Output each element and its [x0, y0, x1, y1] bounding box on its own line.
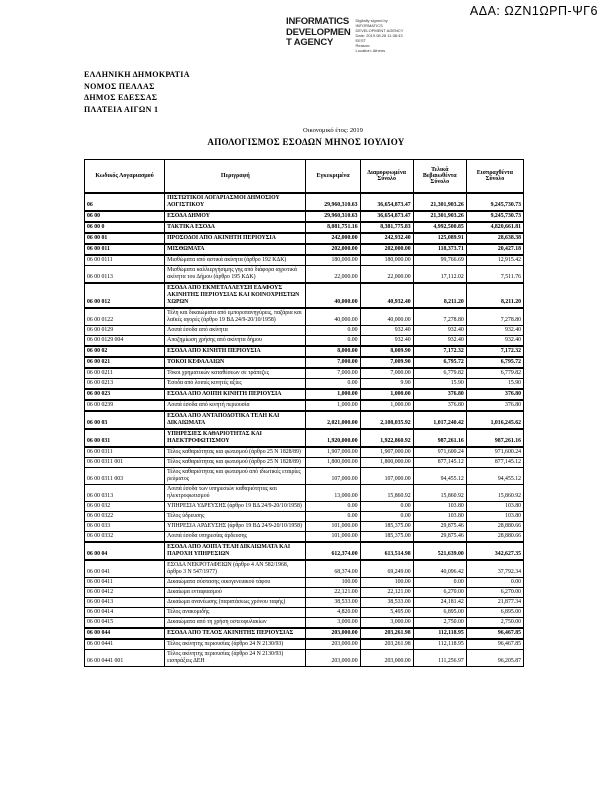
row-description: Τέλος ύδρευσης: [165, 512, 306, 522]
row-account-code: 06 00 0211: [85, 368, 165, 379]
row-account-code: 06 00 012: [85, 283, 165, 308]
row-certified-amount: 21,301,903.26: [413, 211, 466, 222]
row-approved-amount: 101,000.00: [306, 532, 360, 543]
row-description: Τέλη και δικαιώματα από εμποροπανηγύρεις, παζάρια και λαϊκές αγορές (άρθρο 19 ΒΔ 24/9-20/10/1958): [165, 308, 306, 326]
row-account-code: 06 00 0415: [85, 618, 165, 629]
row-approved-amount: 8,081,751.16: [306, 222, 360, 233]
row-collected-amount: 0.00: [466, 578, 523, 588]
table-row: [85, 502, 524, 512]
row-account-code: 06 00 0129 004: [85, 336, 165, 347]
row-approved-amount: 612,374.00: [306, 542, 360, 560]
row-collected-amount: 96,467.85: [466, 639, 523, 650]
row-approved-amount: 203,000.00: [306, 650, 360, 667]
row-revised-amount: 202,000.00: [360, 244, 413, 255]
row-certified-amount: 6,795.72: [413, 357, 466, 368]
row-revised-amount: 1,800,000.00: [360, 458, 413, 468]
row-collected-amount: 7,511.76: [466, 266, 523, 284]
row-certified-amount: 111,256.97: [413, 650, 466, 667]
row-certified-amount: 4,992,500.85: [413, 222, 466, 233]
letterhead-municipality: ΔΗΜΟΣ ΕΔΕΣΣΑΣ: [84, 93, 158, 102]
row-account-code: 06 00 0441 001: [85, 650, 165, 667]
row-collected-amount: 6,795.72: [466, 357, 523, 368]
row-certified-amount: 94,455.12: [413, 468, 466, 485]
row-description: ΜΙΣΘΩΜΑΤΑ: [165, 244, 306, 255]
row-account-code: 06 00 0322: [85, 512, 165, 522]
row-description: Τέλος ακίνητης περιουσίας (άρθρο 24 Ν 2130/93) εισπράξεις ΔΕΗ: [165, 650, 306, 667]
row-certified-amount: 15,860.92: [413, 485, 466, 502]
row-account-code: 06 00 033: [85, 522, 165, 532]
row-revised-amount: 40,932.40: [360, 283, 413, 308]
row-account-code: 06 00 0413: [85, 598, 165, 608]
table-row: [85, 389, 524, 400]
row-revised-amount: 0.00: [360, 502, 413, 512]
row-revised-amount: 100.00: [360, 578, 413, 588]
row-approved-amount: 1,000.00: [306, 400, 360, 411]
row-account-code: 06 00 0311 001: [85, 458, 165, 468]
row-description: ΥΠΗΡΕΣΙΕΣ ΚΑΘΑΡΙΟΤΗΤΑΣ ΚΑΙ ΗΛΕΚΤΡΟΦΩΤΙΣΜΟΥ: [165, 429, 306, 447]
row-collected-amount: 37,792.34: [466, 560, 523, 578]
row-description: Αποζημίωση χρήσης από ακίνητα δήμου: [165, 336, 306, 347]
row-description: Δικαίωμα ενταφιασμού: [165, 588, 306, 598]
row-account-code: 06 00 0311 003: [85, 468, 165, 485]
row-collected-amount: 2,750.00: [466, 618, 523, 629]
row-approved-amount: 1,907,000.00: [306, 447, 360, 458]
row-certified-amount: 2,750.00: [413, 618, 466, 629]
row-revised-amount: 8,381,775.83: [360, 222, 413, 233]
row-certified-amount: 103.80: [413, 512, 466, 522]
row-description: ΕΣΟΔΑ ΑΠΟ ΛΟΙΠΗ ΚΙΝΗΤΗ ΠΕΡΙΟΥΣΙΑ: [165, 389, 306, 400]
col-header-certified: Τελικά Βεβαιωθέντα Σύνολο: [413, 160, 466, 194]
row-collected-amount: 28,880.66: [466, 522, 523, 532]
row-certified-amount: 987,261.16: [413, 429, 466, 447]
row-collected-amount: 20,427.18: [466, 244, 523, 255]
row-collected-amount: 6,270.00: [466, 588, 523, 598]
row-revised-amount: 932.40: [360, 326, 413, 336]
row-collected-amount: 21,877.34: [466, 598, 523, 608]
table-row: [85, 512, 524, 522]
row-collected-amount: 103.80: [466, 512, 523, 522]
row-revised-amount: 1,922,860.92: [360, 429, 413, 447]
row-account-code: 06 00 023: [85, 389, 165, 400]
table-row: [85, 628, 524, 639]
row-description: ΥΠΗΡΕΣΙΑ ΑΡΔΕΥΣΗΣ (άρθρο 19 ΒΔ 24/9-20/10/1958): [165, 522, 306, 532]
table-row: [85, 542, 524, 560]
table-body: [85, 193, 524, 667]
row-description: ΕΣΟΔΑ ΔΗΜΟΥ: [165, 211, 306, 222]
row-approved-amount: 13,000.00: [306, 485, 360, 502]
row-collected-amount: 96,205.87: [466, 650, 523, 667]
row-approved-amount: 0.00: [306, 336, 360, 347]
table-row: [85, 244, 524, 255]
row-certified-amount: 118,373.71: [413, 244, 466, 255]
row-revised-amount: 22,000.00: [360, 266, 413, 284]
row-approved-amount: 0.00: [306, 512, 360, 522]
row-account-code: 06 00 021: [85, 357, 165, 368]
row-approved-amount: 0.00: [306, 502, 360, 512]
table-row: [85, 578, 524, 588]
row-collected-amount: 6,779.82: [466, 368, 523, 379]
row-description: Δικαιώματα από τη χρήση οστεοφυλακίων: [165, 618, 306, 629]
row-approved-amount: 22,121.00: [306, 588, 360, 598]
row-account-code: 06 00 0411: [85, 578, 165, 588]
row-certified-amount: 103.80: [413, 502, 466, 512]
row-account-code: 06 00 044: [85, 628, 165, 639]
row-description: Μισθώματα καλλιεργήσιμης γης από διάφορα αγροτικά ακίνητα του Δήμου (άρθρο 195 ΚΔΚ): [165, 266, 306, 284]
letterhead-address: ΠΛΑΤΕΙΑ ΑΙΓΩΝ 1: [84, 104, 159, 114]
row-certified-amount: 0.00: [413, 578, 466, 588]
row-approved-amount: 1,000.00: [306, 389, 360, 400]
letterhead-country: ΕΛΛΗΝΙΚΗ ΔΗΜΟΚΡΑΤΙΑ: [84, 70, 190, 79]
table-row: [85, 618, 524, 629]
row-certified-amount: 99,766.69: [413, 255, 466, 266]
row-collected-amount: 7,278.80: [466, 308, 523, 326]
digital-signature-block: [286, 17, 403, 53]
row-approved-amount: 242,000.00: [306, 233, 360, 244]
row-account-code: 06 00: [85, 211, 165, 222]
row-revised-amount: 185,375.00: [360, 522, 413, 532]
row-certified-amount: 15.90: [413, 379, 466, 390]
row-approved-amount: 7,000.00: [306, 368, 360, 379]
row-collected-amount: 15,860.92: [466, 485, 523, 502]
row-collected-amount: 94,455.12: [466, 468, 523, 485]
row-revised-amount: 40,000.00: [360, 308, 413, 326]
row-revised-amount: 203,261.98: [360, 628, 413, 639]
row-collected-amount: 932.40: [466, 326, 523, 336]
row-revised-amount: 5,495.00: [360, 608, 413, 618]
row-description: ΠΡΟΣΟΔΟΙ ΑΠΟ ΑΚΙΝΗΤΗ ΠΕΡΙΟΥΣΙΑ: [165, 233, 306, 244]
row-revised-amount: 242,932.40: [360, 233, 413, 244]
col-header-code: Κωδικός Λογαριασμού: [85, 160, 165, 194]
row-collected-amount: 971,600.24: [466, 447, 523, 458]
row-revised-amount: 9.90: [360, 379, 413, 390]
table-row: [85, 639, 524, 650]
row-certified-amount: 376.80: [413, 400, 466, 411]
row-revised-amount: 107,000.00: [360, 468, 413, 485]
table-row: [85, 532, 524, 543]
row-certified-amount: 376.80: [413, 389, 466, 400]
row-account-code: 06 00 0414: [85, 608, 165, 618]
row-approved-amount: 0.00: [306, 326, 360, 336]
row-approved-amount: 29,960,310.63: [306, 193, 360, 211]
row-account-code: 06 00 0313: [85, 485, 165, 502]
row-certified-amount: 29,875.46: [413, 522, 466, 532]
table-row: [85, 346, 524, 357]
row-collected-amount: 12,915.42: [466, 255, 523, 266]
row-account-code: 06 00 041: [85, 560, 165, 578]
row-certified-amount: 971,600.24: [413, 447, 466, 458]
row-account-code: 06 00 04: [85, 542, 165, 560]
row-collected-amount: 9,245,730.73: [466, 193, 523, 211]
row-revised-amount: 1,000.00: [360, 400, 413, 411]
row-account-code: 06 00 0332: [85, 532, 165, 543]
row-approved-amount: 4,820.00: [306, 608, 360, 618]
row-revised-amount: 0.00: [360, 512, 413, 522]
row-collected-amount: 8,211.20: [466, 283, 523, 308]
row-approved-amount: 203,000.00: [306, 639, 360, 650]
row-revised-amount: 185,375.00: [360, 532, 413, 543]
table-row: [85, 485, 524, 502]
table-row: [85, 211, 524, 222]
row-collected-amount: 15.90: [466, 379, 523, 390]
row-description: Λοιπά έσοδα των υπηρεσιών καθαριότητας και ηλεκτροφωτισμού: [165, 485, 306, 502]
row-description: Λοιπά έσοδα υπηρεσίας άρδευσης: [165, 532, 306, 543]
row-approved-amount: 1,920,000.00: [306, 429, 360, 447]
row-description: ΕΣΟΔΑ ΑΠΟ ΤΕΛΟΣ ΑΚΙΝΗΤΗΣ ΠΕΡΙΟΥΣΙΑΣ: [165, 628, 306, 639]
row-revised-amount: 1,907,000.00: [360, 447, 413, 458]
table-row: [85, 233, 524, 244]
row-approved-amount: 101,000.00: [306, 522, 360, 532]
row-revised-amount: 1,000.00: [360, 389, 413, 400]
row-revised-amount: 69,249.00: [360, 560, 413, 578]
row-account-code: 06 00 0213: [85, 379, 165, 390]
table-row: [85, 411, 524, 429]
row-certified-amount: 7,278.80: [413, 308, 466, 326]
row-approved-amount: 40,000.00: [306, 308, 360, 326]
table-row: [85, 357, 524, 368]
row-account-code: 06 00 02: [85, 346, 165, 357]
row-certified-amount: 29,875.46: [413, 532, 466, 543]
row-description: ΤΟΚΟΙ ΚΕΦΑΛΑΙΩΝ: [165, 357, 306, 368]
row-approved-amount: 22,000.00: [306, 266, 360, 284]
row-certified-amount: 7,172.32: [413, 346, 466, 357]
row-certified-amount: 21,301,903.26: [413, 193, 466, 211]
row-account-code: 06 00 0129: [85, 326, 165, 336]
row-revised-amount: 22,121.00: [360, 588, 413, 598]
row-description: ΕΣΟΔΑ ΑΠΟ ΚΙΝΗΤΗ ΠΕΡΙΟΥΣΙΑ: [165, 346, 306, 357]
row-revised-amount: 203,261.98: [360, 639, 413, 650]
row-account-code: 06 00 011: [85, 244, 165, 255]
table-row: [85, 598, 524, 608]
ada-code: ΑΔΑ: ΩΖΝ1ΩΡΠ-ΨΓ6: [469, 4, 598, 18]
row-collected-amount: 376.80: [466, 400, 523, 411]
row-revised-amount: 36,654,873.47: [360, 211, 413, 222]
row-collected-amount: 28,880.66: [466, 532, 523, 543]
row-account-code: 06 00 031: [85, 429, 165, 447]
row-revised-amount: 613,514.98: [360, 542, 413, 560]
row-description: Τέλος καθαριότητας και φωτισμού (άρθρο 25 Ν 1828/89): [165, 447, 306, 458]
row-certified-amount: 112,118.95: [413, 639, 466, 650]
row-certified-amount: 6,270.00: [413, 588, 466, 598]
row-account-code: 06 00 0412: [85, 588, 165, 598]
table-row: [85, 379, 524, 390]
row-collected-amount: 6,895.00: [466, 608, 523, 618]
row-revised-amount: 7,009.90: [360, 357, 413, 368]
row-certified-amount: 521,639.00: [413, 542, 466, 560]
table-row: [85, 400, 524, 411]
row-collected-amount: 1,016,245.62: [466, 411, 523, 429]
row-description: Τέλος ανακομιδής: [165, 608, 306, 618]
row-description: Τέλος καθαριότητας και φωτισμού από ιδιωτικές εταιρίες ρεύματος: [165, 468, 306, 485]
table-row: [85, 266, 524, 284]
row-approved-amount: 40,000.00: [306, 283, 360, 308]
fiscal-year: Οικονομικό έτος: 2019: [303, 127, 363, 134]
table-row: [85, 588, 524, 598]
row-approved-amount: 203,000.00: [306, 628, 360, 639]
row-approved-amount: 1,800,000.00: [306, 458, 360, 468]
row-revised-amount: 203,000.00: [360, 650, 413, 667]
row-collected-amount: 28,638.38: [466, 233, 523, 244]
row-description: Δικαίωμα ανανέωσης (παρατάσεως χρόνου ταφής): [165, 598, 306, 608]
row-description: ΕΣΟΔΑ ΑΠΟ ΛΟΙΠΑ ΤΕΛΗ ΔΙΚΑΙΩΜΑΤΑ ΚΑΙ ΠΑΡΟΧΗ ΥΠΗΡΕΣΙΩΝ: [165, 542, 306, 560]
table-row: [85, 193, 524, 211]
row-description: ΕΣΟΔΑ ΑΠΟ ΕΚΜΕΤΑΛΛΕΥΣΗ ΕΔΑΦΟΥΣ ΑΚΙΝΗΤΗΣ ΠΕΡΙΟΥΣΙΑΣ ΚΑΙ ΚΟΙΝΟΧΡΗΣΤΩΝ ΧΩΡΩΝ: [165, 283, 306, 308]
row-account-code: 06 00 03: [85, 411, 165, 429]
row-collected-amount: 7,172.32: [466, 346, 523, 357]
row-certified-amount: 6,895.00: [413, 608, 466, 618]
revenue-table: [84, 159, 524, 667]
row-collected-amount: 103.80: [466, 502, 523, 512]
row-collected-amount: 877,145.12: [466, 458, 523, 468]
row-approved-amount: 100.00: [306, 578, 360, 588]
row-description: ΤΑΚΤΙΚΑ ΕΣΟΔΑ: [165, 222, 306, 233]
row-account-code: 06 00 0441: [85, 639, 165, 650]
table-row: [85, 447, 524, 458]
row-collected-amount: 932.40: [466, 336, 523, 347]
row-account-code: 06 00 01: [85, 233, 165, 244]
row-account-code: 06 00 0: [85, 222, 165, 233]
row-approved-amount: 29,960,310.63: [306, 211, 360, 222]
row-certified-amount: 932.40: [413, 336, 466, 347]
row-revised-amount: 2,108,035.92: [360, 411, 413, 429]
row-description: ΕΣΟΔΑ ΑΠΟ ΑΝΤΑΠΟΔΟΤΙΚΑ ΤΕΛΗ ΚΑΙ ΔΙΚΑΙΩΜΑΤΑ: [165, 411, 306, 429]
row-approved-amount: 0.00: [306, 379, 360, 390]
table-header: [85, 160, 524, 194]
row-certified-amount: 1,017,240.42: [413, 411, 466, 429]
row-description: Δικαιώματα σύστασης οικογενειακού τάφου: [165, 578, 306, 588]
col-header-description: Περιγραφή: [165, 160, 306, 194]
table-row: [85, 429, 524, 447]
row-certified-amount: 40,096.42: [413, 560, 466, 578]
table-row: [85, 650, 524, 667]
row-collected-amount: 376.80: [466, 389, 523, 400]
row-description: ΠΙΣΤΩΤΙΚΟΙ ΛΟΓΑΡΙΑΣΜΟΙ ΔΗΜΟΣΙΟΥ ΛΟΓΙΣΤΙΚΟΥ: [165, 193, 306, 211]
row-revised-amount: 36,654,873.47: [360, 193, 413, 211]
row-revised-amount: 932.40: [360, 336, 413, 347]
row-description: ΥΠΗΡΕΣΙΑ ΥΔΡΕΥΣΗΣ (άρθρο 19 ΒΔ 24/9-20/10/1958): [165, 502, 306, 512]
row-description: Λοιπά έσοδα από κινητή περιουσία: [165, 400, 306, 411]
row-description: Έσοδα από λοιπές κινητές αξίες: [165, 379, 306, 390]
table-row: [85, 255, 524, 266]
row-revised-amount: 8,009.90: [360, 346, 413, 357]
row-certified-amount: 932.40: [413, 326, 466, 336]
row-approved-amount: 8,000.00: [306, 346, 360, 357]
row-approved-amount: 202,000.00: [306, 244, 360, 255]
row-collected-amount: 987,261.16: [466, 429, 523, 447]
signature-details: Digitally signed by INFORMATICS DEVELOPMENT AGENCY Date: 2019.08.28 11:38:43 EEST Reason: Location: Athens: [355, 18, 404, 53]
table-row: [85, 608, 524, 618]
row-approved-amount: 38,533.00: [306, 598, 360, 608]
row-description: Τόκοι χρηματικών καταθέσεων σε τράπεζες: [165, 368, 306, 379]
table-row: [85, 560, 524, 578]
row-account-code: 06 00 0111: [85, 255, 165, 266]
row-collected-amount: 4,820,661.81: [466, 222, 523, 233]
table-row: [85, 222, 524, 233]
row-description: Μισθώματα από αστικά ακίνητα (άρθρο 192 ΚΔΚ): [165, 255, 306, 266]
row-revised-amount: 3,000.00: [360, 618, 413, 629]
table-row: [85, 522, 524, 532]
row-account-code: 06 00 0113: [85, 266, 165, 284]
row-description: Λοιπά έσοδα από ακίνητα: [165, 326, 306, 336]
row-certified-amount: 8,211.20: [413, 283, 466, 308]
row-certified-amount: 6,779.82: [413, 368, 466, 379]
col-header-collected: Εισπραχθέντα Σύνολο: [466, 160, 523, 194]
table-row: [85, 368, 524, 379]
row-certified-amount: 112,118.95: [413, 628, 466, 639]
table-row: [85, 336, 524, 347]
row-description: Τέλος ακίνητης περιουσίας (άρθρο 24 Ν 2130/93): [165, 639, 306, 650]
row-approved-amount: 68,374.00: [306, 560, 360, 578]
page-title: ΑΠΟΛΟΓΙΣΜΟΣ ΕΣΟΔΩΝ ΜΗΝΟΣ ΙΟΥΛΙΟΥ: [207, 137, 405, 147]
row-certified-amount: 125,089.91: [413, 233, 466, 244]
row-approved-amount: 2,021,000.00: [306, 411, 360, 429]
row-account-code: 06: [85, 193, 165, 211]
table-row: [85, 468, 524, 485]
row-collected-amount: 96,467.85: [466, 628, 523, 639]
col-header-revised: Διαμορφωμένα Σύνολο: [360, 160, 413, 194]
row-approved-amount: 180,000.00: [306, 255, 360, 266]
row-revised-amount: 180,000.00: [360, 255, 413, 266]
row-approved-amount: 7,000.00: [306, 357, 360, 368]
letterhead: [84, 69, 190, 115]
row-account-code: 06 00 0239: [85, 400, 165, 411]
row-revised-amount: 7,000.00: [360, 368, 413, 379]
letterhead-prefecture: ΝΟΜΟΣ ΠΕΛΛΑΣ: [84, 81, 155, 91]
row-account-code: 06 00 032: [85, 502, 165, 512]
table-row: [85, 458, 524, 468]
table-row: [85, 308, 524, 326]
signature-agency-name: INFORMATICS DEVELOPMEN T AGENCY: [286, 16, 351, 48]
row-collected-amount: 342,627.35: [466, 542, 523, 560]
row-certified-amount: 24,181.42: [413, 598, 466, 608]
row-account-code: 06 00 0122: [85, 308, 165, 326]
row-description: ΕΣΟΔΑ ΝΕΚΡΟΤΑΦΕΙΩΝ (άρθρο 4 ΑΝ 582/1968, άρθρο 3 Ν 547/1977): [165, 560, 306, 578]
row-revised-amount: 38,533.00: [360, 598, 413, 608]
row-approved-amount: 3,000.00: [306, 618, 360, 629]
row-revised-amount: 15,860.92: [360, 485, 413, 502]
row-description: Τέλος καθαριότητας και φωτισμού (άρθρο 25 Ν 1828/89): [165, 458, 306, 468]
row-certified-amount: 877,145.12: [413, 458, 466, 468]
row-certified-amount: 17,112.02: [413, 266, 466, 284]
col-header-approved: Εγκεκριμένα: [306, 160, 360, 194]
row-approved-amount: 107,000.00: [306, 468, 360, 485]
row-collected-amount: 9,245,730.73: [466, 211, 523, 222]
row-account-code: 06 00 0311: [85, 447, 165, 458]
table-row: [85, 326, 524, 336]
table-row: [85, 283, 524, 308]
